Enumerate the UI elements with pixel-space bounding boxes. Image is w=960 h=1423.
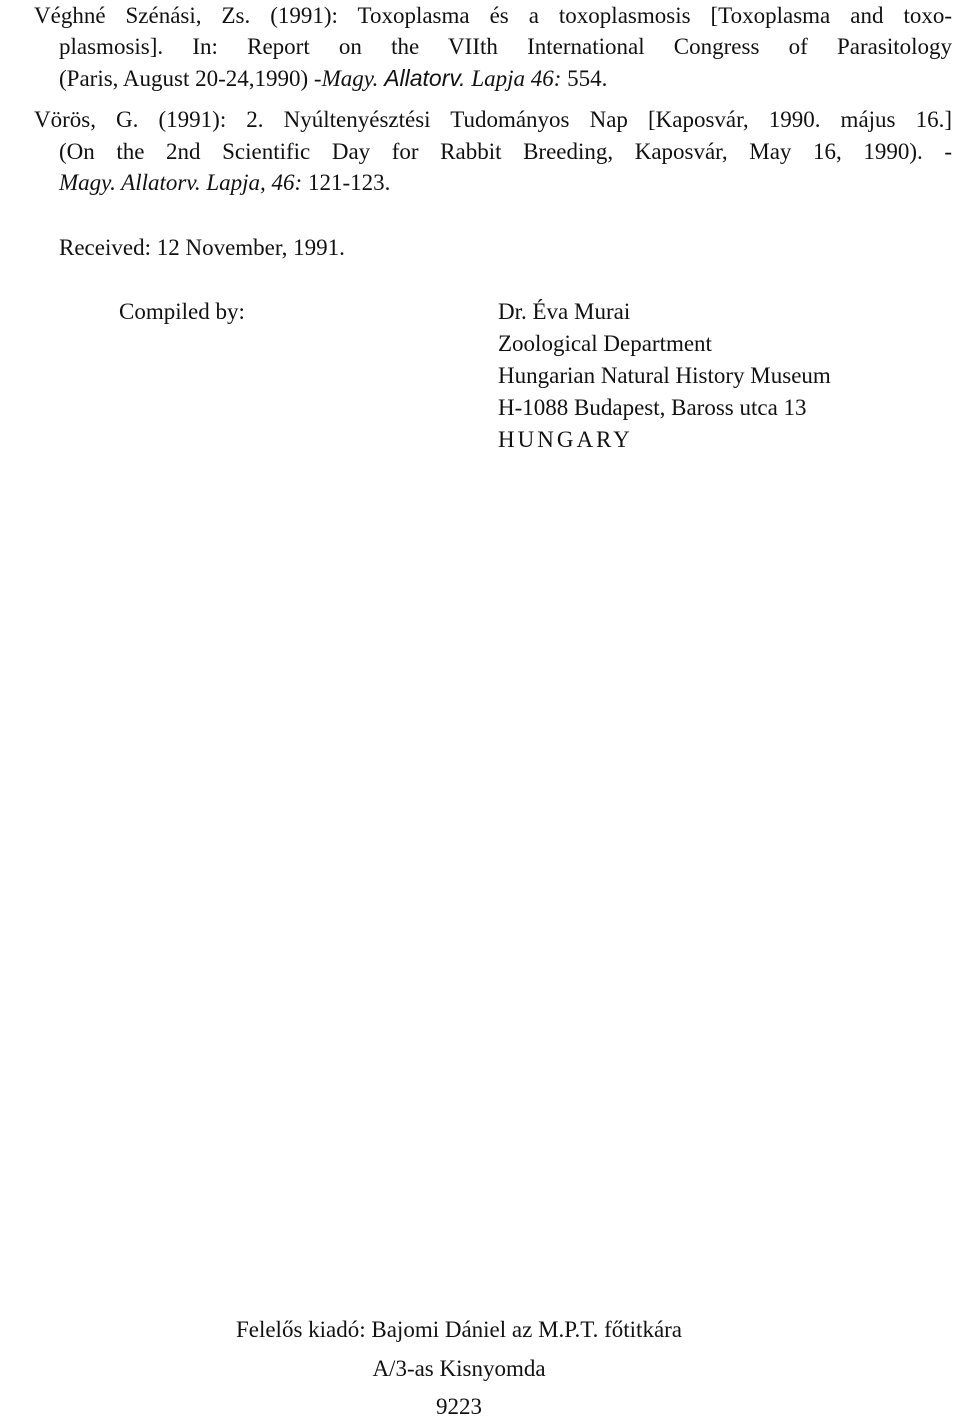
compiler-museum: Hungarian Natural History Museum [498, 363, 831, 388]
reference-2-line-3 [59, 167, 390, 199]
reference-2-pages: 121-123. [307, 170, 391, 195]
reference-1-citation: (Paris, August 20-24,1990) - [59, 66, 322, 91]
reference-1-line-3 [59, 62, 607, 95]
publisher-line: Felelős kiadó: Bajomi Dániel az M.P.T. főtitkára [235, 1317, 683, 1342]
reference-1-journal-volume: Lapja 46: [471, 66, 562, 91]
reference-1-pages: 554. [567, 66, 608, 91]
compiler-department: Zoological Department [498, 331, 712, 356]
compiler-country: HUNGARY [498, 427, 633, 452]
reference-1-line-1: Véghné Szénási, Zs. (1991): Toxoplasma és a toxoplasmosis [Toxoplasma and toxo- [34, 3, 952, 28]
reference-1-journal: Magy. [321, 66, 379, 91]
reference-1-line-2: plasmosis]. In: Report on the VIIth International Congress of Parasitology [59, 34, 952, 59]
compiler-address: H-1088 Budapest, Baross utca 13 [498, 395, 807, 420]
reference-2-journal: Magy. Allatorv. Lapja, 46: [59, 170, 303, 195]
reference-2-line-2: (On the 2nd Scientific Day for Rabbit Breeding, Kaposvár, May 16, 1990). - [59, 139, 952, 164]
print-number: 9223 [436, 1394, 482, 1419]
printer-line: A/3-as Kisnyomda [372, 1356, 546, 1381]
compiler-name: Dr. Éva Murai [498, 299, 631, 324]
received-date: Received: 12 November, 1991. [59, 235, 345, 260]
reference-1-journal-part: Allatorv. [384, 65, 466, 91]
compiled-by-label: Compiled by: [119, 299, 245, 324]
reference-2-line-1: Vörös, G. (1991): 2. Nyúltenyésztési Tudományos Nap [Kaposvár, 1990. május 16.] [34, 107, 952, 132]
